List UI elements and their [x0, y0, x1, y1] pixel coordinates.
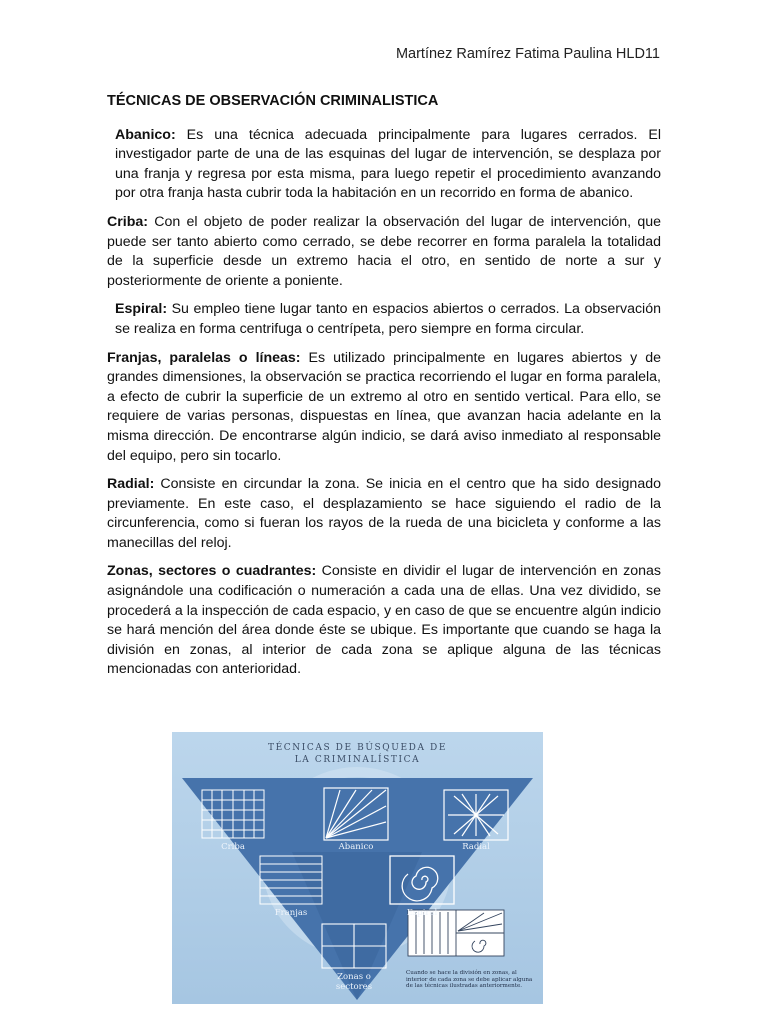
term-criba: Criba:: [107, 213, 148, 230]
label-radial: Radial: [462, 842, 490, 852]
infographic-drawing: [172, 732, 543, 1004]
term-abanico: Abanico:: [115, 126, 176, 143]
document-header-author: Martínez Ramírez Fatima Paulina HLD11: [395, 46, 660, 62]
paragraph-criba: [107, 213, 661, 291]
term-zonas: Zonas, sectores o cuadrantes:: [107, 563, 317, 580]
infographic-title: [172, 742, 543, 766]
text-radial: Consiste en circundar la zona. Se inicia en el centro que ha sido designado previamente. En este caso, el desplazamiento se hace siguiendo el radio de la circunferencia, como si fueran los rayos de la rueda de una bicicleta y conforme a las manecillas del reloj.: [107, 476, 661, 551]
label-zonas: [319, 972, 389, 992]
document-body: [107, 92, 661, 689]
text-abanico: Es una técnica adecuada principalmente para lugares cerrados. El investigador parte de una de las esquinas del lugar de intervención, se desplaza por una franja y regresa por esta misma, para luego repetir el procedimiento avanzando por otra franja hasta cubrir toda la habitación en un recorrido en forma de abanico.: [115, 126, 661, 202]
text-franjas: Es utilizado principalmente en lugares abiertos y de grandes dimensiones, la observación se practica recorriendo el lugar en forma paralela, a efecto de cubrir la superficie de un extremo al otro en sentido vertical. Para ello, se requiere de varias personas, dispuestas en línea, que avanzan hacia adelante en la misma dirección. De encontrarse algún indicio, se dará aviso inmediato al responsable del equipo, pero sin tocarlo.: [107, 349, 662, 464]
infographic-title-line2: LA CRIMINALÍSTICA: [294, 755, 421, 765]
term-radial: Radial:: [107, 476, 155, 493]
term-espiral: Espiral:: [115, 301, 168, 318]
document-title: TÉCNICAS DE OBSERVACIÓN CRIMINALISTICA: [107, 93, 439, 109]
paragraph-radial: [107, 475, 661, 553]
label-criba: Criba: [221, 842, 245, 852]
techniques-infographic: [172, 732, 543, 1004]
paragraph-espiral: [107, 300, 661, 339]
label-espiral: Espiral: [406, 908, 438, 918]
paragraph-abanico: [107, 126, 661, 204]
label-abanico: Abanico: [338, 842, 374, 852]
paragraph-zonas: [107, 562, 661, 680]
label-zonas-line1: Zonas o: [337, 972, 371, 982]
text-espiral: Su empleo tiene lugar tanto en espacios abiertos o cerrados. La observación se realiza en forma centrifuga o centrípeta, pero siempre en forma circular.: [115, 301, 661, 337]
infographic-title-line1: TÉCNICAS DE BÚSQUEDA DE: [267, 743, 447, 753]
label-franjas: Franjas: [274, 908, 308, 918]
paragraph-franjas: [107, 349, 661, 467]
term-franjas: Franjas, paralelas o líneas:: [107, 349, 301, 366]
text-zonas: Consiste en dividir el lugar de intervención en zonas asignándole una codificación o numeración a cada una de ellas. Una vez dividido, se procederá a la inspección de cada espacio, y en caso de que se encuentre algún indicio se hará mención del área donde éste se ubique. Es importante que cuando se haga la división en zonas, al interior de cada zona se aplique alguna de las técnicas mencionadas con anterioridad.: [107, 563, 661, 678]
label-zonas-line2: sectores: [335, 982, 373, 992]
text-criba: Con el objeto de poder realizar la observación del lugar de intervención, que puede ser tanto abierto como cerrado, se debe recorrer en forma paralela la totalidad de la superficie desde un extremo hacia el otro, en sentido de norte a sur y posteriormente de oriente a poniente.: [107, 213, 661, 289]
infographic-note: Cuando se hace la división en zonas, al interior de cada zona se debe aplicar alguna de las técnicas ilustradas anteriormente.: [406, 970, 533, 990]
